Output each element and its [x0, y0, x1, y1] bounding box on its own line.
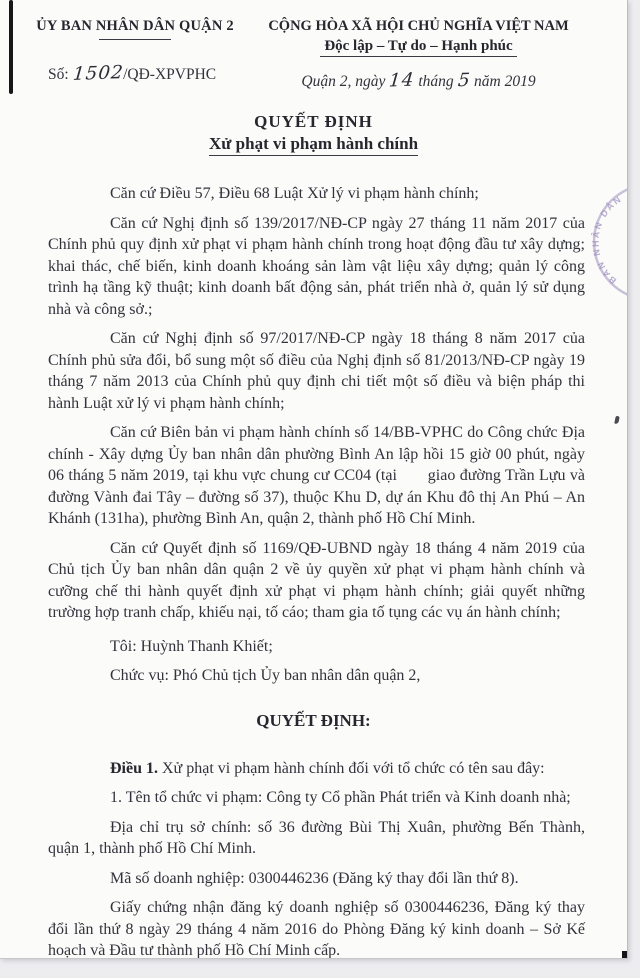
doc-number [26, 62, 244, 85]
national-motto: Độc lập – Tự do – Hạnh phúc [244, 38, 593, 55]
declarant-line: Tôi: Huỳnh Thanh Khiết; [110, 637, 273, 655]
preamble-paragraph: Căn cứ Nghị định số 139/2017/NĐ-CP ngày 27 tháng 11 năm 2017 của Chính phủ quy định xử phạt vi phạm hành chính trong hoạt động đầu tư xây dựng; khai thác, chế biến, kinh doanh khoáng sản làm vật liệu xây dựng; quản lý công trình hạ tầng kỹ thuật; kinh doanh bất động sản, phát triển nhà ở, quản lý sử dụng nhà và công sở.; [48, 214, 585, 318]
preamble-paragraph: Căn cứ Điều 57, Điều 68 Luật Xử lý vi phạm hành chính; [110, 185, 479, 202]
decision-title: QUYẾT ĐỊNH [254, 112, 373, 131]
date-day-handwritten: 14 [388, 69, 416, 92]
doc-number-label: Số: [48, 66, 69, 83]
scan-corner-mark [622, 951, 628, 958]
article-item: 1. Tên tổ chức vi phạm: Công ty Cổ phần Phát triển và Kinh doanh nhà; [110, 789, 571, 806]
decision-subtitle: Xử phạt vi phạm hành chính [0, 134, 627, 154]
doc-number-handwritten: 1502 [71, 62, 125, 85]
article-item: Địa chỉ trụ sở chính: số 36 đường Bùi Thị Xuân, phường Bến Thành, quận 1, thành phố Hồ Chí Minh. [48, 818, 585, 857]
seal-text: BAN NHÂN DÂN [590, 193, 625, 286]
national-title: CỘNG HÒA XÃ HỘI CHỦ NGHĨA VIỆT NAM [268, 18, 569, 34]
issuer-name: ỦY BAN NHÂN DÂN QUẬN 2 [36, 18, 234, 34]
preamble-paragraph: Căn cứ Nghị định số 97/2017/NĐ-CP ngày 18 tháng 8 năm 2017 của Chính phủ sửa đổi, bổ sung một số điều của Nghị định số 81/2013/NĐ-CP ngày 19 tháng 7 năm 2013 của Chính phủ quy định chi tiết một số điều và biện pháp thi hành Luật xử lý vi phạm hành chính; [48, 330, 585, 412]
date-month-handwritten: 5 [456, 69, 472, 92]
issuer-block [26, 18, 244, 91]
scan-artifact-line [9, 0, 13, 94]
article-1-label: Điều 1. [110, 759, 158, 777]
article-1-lead: Điều 1. Xử phạt vi phạm hành chính đối với tổ chức có tên sau đây: [110, 759, 545, 777]
preamble-paragraph: Căn cứ Biên bản vi phạm hành chính số 14/BB-VPHC do Công chức Địa chính - Xây dựng Ủy ban nhân dân phường Bình An lập hồi 15 giờ 00 phút, ngày 06 tháng 5 năm 2019, tại khu vực chung cư CC04 (tại giao đường Trần Lựu và đường Vành đai Tây – đường số 37), thuộc Khu D, dự án Khu đô thị An Phú – An Khánh (131ha), phường Bình An, quận 2, thành phố Hồ Chí Minh. [48, 424, 585, 527]
article-item: Giấy chứng nhận đăng ký doanh nghiệp số 0300446236, Đăng ký thay đổi lần thứ 8 ngày 29 tháng 4 năm 2016 do Phòng Đăng ký kinh doanh – Sở Kế hoạch và Đầu tư thành phố Hồ Chí Minh cấp. [48, 899, 585, 959]
document-header [0, 0, 627, 91]
position-line: Chức vụ: Phó Chủ tịch Ủy ban nhân dân quận 2, [110, 667, 421, 684]
national-header-block [244, 18, 621, 91]
svg-text:BAN NHÂN DÂN [590, 193, 624, 285]
decision-title-block [0, 112, 627, 154]
issue-date: Quận 2, ngày 14 tháng 5 năm 2019 [301, 69, 536, 92]
preamble-paragraph: Căn cứ Quyết định số 1169/QĐ-UBND ngày 18 tháng 4 năm 2019 của Chủ tịch Ủy ban nhân dân quận 2 về ủy quyền xử phạt vi phạm hành chính và cưỡng chế thi hành quyết định xử phạt vi phạm hành chính; giải quyết những trường hợp tranh chấp, khiếu nại, tố cáo; tham gia tố tụng các vụ án hành chính; [48, 539, 585, 621]
issuer-rule [99, 39, 171, 40]
official-seal-stamp [577, 182, 628, 304]
scan-speck [614, 416, 620, 425]
decision-heading: QUYẾT ĐỊNH: [256, 710, 371, 730]
doc-number-suffix: /QĐ-XPVPHC [123, 66, 217, 83]
article-item: Mã số doanh nghiệp: 0300446236 (Đăng ký thay đổi lần thứ 8). [110, 869, 519, 887]
